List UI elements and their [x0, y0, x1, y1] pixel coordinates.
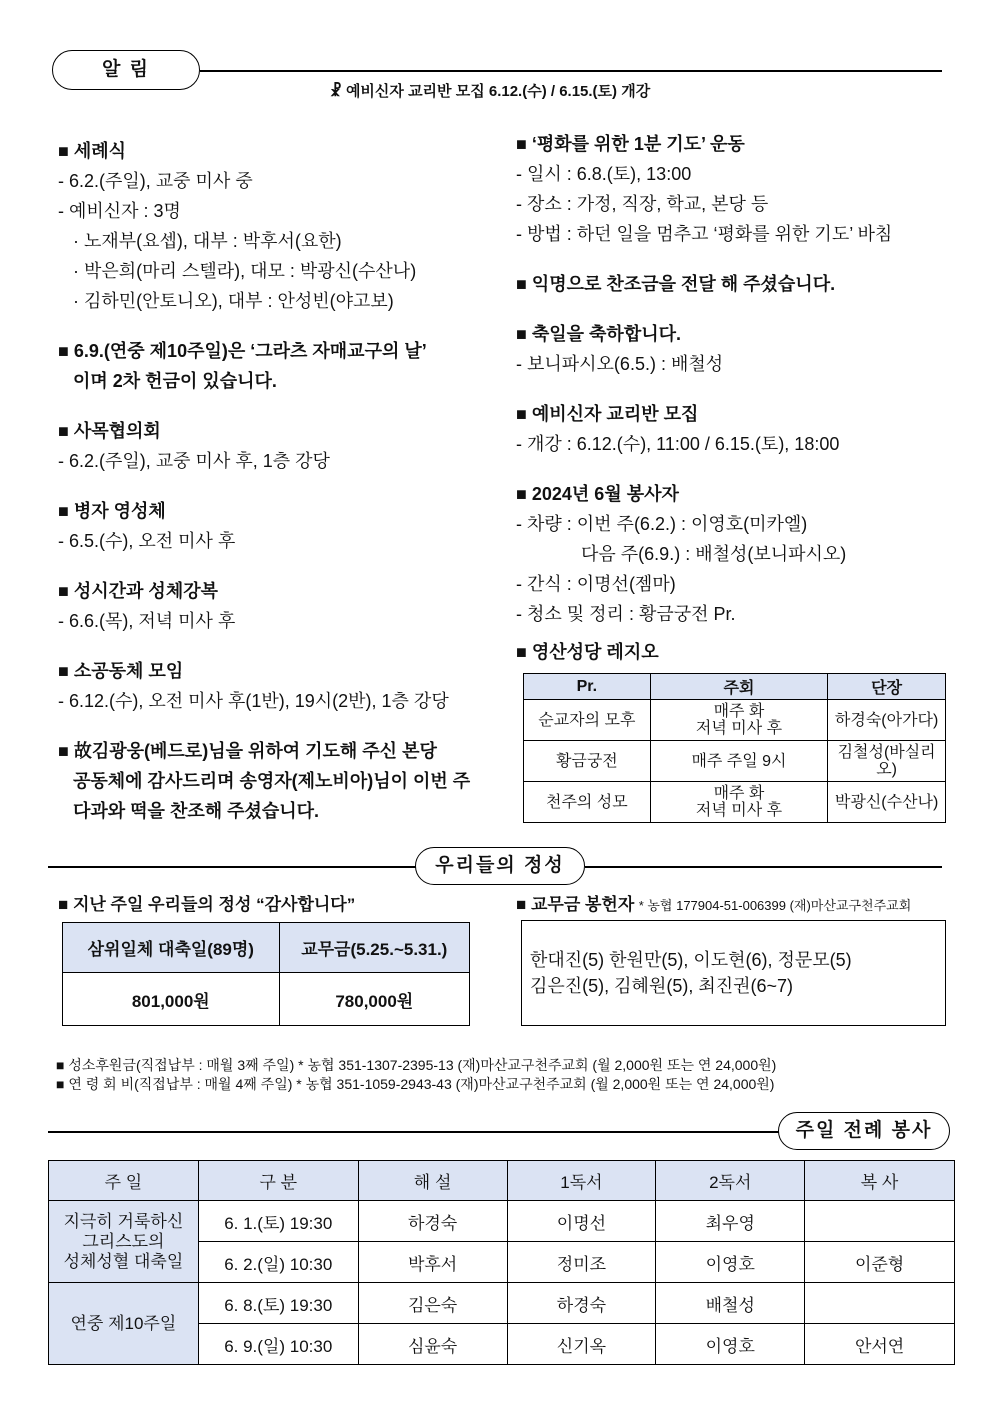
liturgy-header-row — [49, 1161, 955, 1201]
liturgy-sunday: 지극히 거룩하신 그리스도의 성체성혈 대축일 — [49, 1201, 199, 1283]
liturgy-cell: 6. 9.(일) 10:30 — [198, 1324, 358, 1365]
notice-block — [58, 496, 470, 556]
liturgy-header: 1독서 — [507, 1161, 656, 1201]
legio-cell: 천주의 성모 — [524, 782, 651, 823]
notice-heading: ■ 축일을 축하합니다. — [516, 324, 681, 344]
donor-account: * 농협 177904-51-006399 (재)마산교구천주교회 — [638, 898, 912, 913]
notice-heading: ■ 익명으로 찬조금을 전달 해 주셨습니다. — [516, 274, 836, 294]
liturgy-cell — [805, 1201, 955, 1242]
legio-cell: 황금궁전 — [524, 741, 651, 782]
legio-header: Pr. — [524, 674, 651, 700]
account-info — [56, 1056, 776, 1094]
offering-table — [62, 922, 470, 1026]
notice-title: 알 림 — [52, 50, 200, 90]
notice-line: - 6.5.(수), 오전 미사 후 — [58, 531, 236, 551]
divider — [200, 70, 942, 72]
legio-cell: 매주 화 저녁 미사 후 — [650, 782, 828, 823]
notice-line: · 김하민(안토니오), 대부 : 안성빈(야고보) — [58, 291, 394, 311]
divider — [48, 866, 416, 868]
notice-block — [516, 319, 892, 379]
donor-title — [516, 890, 911, 915]
liturgy-sunday: 연중 제10주일 — [49, 1283, 199, 1365]
legio-row — [524, 700, 946, 741]
offering-header: 교무금(5.25.~5.31.) — [279, 923, 469, 973]
donor-box — [521, 920, 946, 1026]
donor-line: 김은진(5), 김혜원(5), 최진권(6~7) — [530, 976, 794, 996]
left-notices — [58, 136, 470, 846]
notice-line: - 청소 및 정리 : 황금궁전 Pr. — [516, 604, 736, 624]
donor-title-text: ■ 교무금 봉헌자 — [516, 895, 635, 914]
notice-line: - 방법 : 하던 일을 멈추고 ‘평화를 위한 기도’ 바침 — [516, 224, 893, 244]
offering-left-title: ■ 지난 주일 우리들의 정성 “감사합니다” — [58, 895, 356, 914]
notice-line: - 6.2.(주일), 교중 미사 후, 1층 강당 — [58, 451, 330, 471]
offering-section-title: 우리들의 정성 — [415, 847, 585, 885]
notice-heading: ■ 故김광웅(베드로)님을 위하여 기도해 주신 본당 — [58, 741, 437, 761]
legio-cell: 박광신(수산나) — [828, 782, 946, 823]
liturgy-cell: 하경숙 — [507, 1283, 656, 1324]
notice-line: 다음 주(6.9.) : 배철성(보니파시오) — [516, 544, 847, 564]
notice-heading: ■ 사목협의회 — [58, 421, 161, 441]
liturgy-cell — [805, 1283, 955, 1324]
notice-line: - 예비신자 : 3명 — [58, 201, 181, 221]
notice-line: - 개강 : 6.12.(수), 11:00 / 6.15.(토), 18:00 — [516, 434, 840, 454]
liturgy-header: 주 일 — [49, 1161, 199, 1201]
liturgy-cell: 6. 8.(토) 19:30 — [198, 1283, 358, 1324]
liturgy-cell: 이준형 — [805, 1242, 955, 1283]
subtitle — [330, 80, 650, 101]
offering-header: 삼위일체 대축일(89명) — [63, 923, 280, 973]
legio-header: 주회 — [650, 674, 828, 700]
notice-line: - 간식 : 이명선(젬마) — [516, 574, 676, 594]
notice-line: · 노재부(요셉), 대부 : 박후서(요한) — [58, 231, 342, 251]
legio-row — [524, 782, 946, 823]
legio-row — [524, 741, 946, 782]
liturgy-header: 구 분 — [198, 1161, 358, 1201]
notice-line: - 6.6.(목), 저녁 미사 후 — [58, 611, 236, 631]
notice-heading: 공동체에 감사드리며 송영자(제노비아)님이 이번 주 — [58, 771, 471, 791]
notice-block — [516, 129, 892, 249]
notice-heading: ■ 6.9.(연중 제10주일)은 ‘그라츠 자매교구의 날’ — [58, 341, 427, 361]
liturgy-cell: 박후서 — [358, 1242, 507, 1283]
liturgy-table — [48, 1160, 955, 1365]
notice-block — [58, 576, 470, 636]
notice-block — [516, 399, 892, 459]
offering-value: 780,000원 — [279, 973, 469, 1026]
liturgy-header: 복 사 — [805, 1161, 955, 1201]
notice-heading: ■ 세례식 — [58, 141, 127, 161]
right-notices — [516, 129, 892, 667]
liturgy-cell: 이영호 — [656, 1324, 805, 1365]
liturgy-cell: 배철성 — [656, 1283, 805, 1324]
legio-table — [523, 673, 946, 823]
notice-line: - 일시 : 6.8.(토), 13:00 — [516, 164, 692, 184]
notice-line: · 박은희(마리 스텔라), 대모 : 박광신(수산나) — [58, 261, 417, 281]
liturgy-cell: 최우영 — [656, 1201, 805, 1242]
notice-heading: 다과와 떡을 찬조해 주셨습니다. — [58, 801, 320, 821]
liturgy-cell: 김은숙 — [358, 1283, 507, 1324]
account-line: ■ 연 령 회 비(직접납부 : 매월 4째 주일) * 농협 351-1059-2943-43 (재)마산교구천주교회 (월 2,000원 또는 연 24,000원) — [56, 1076, 775, 1092]
chi-rho-icon: ☧ — [330, 83, 342, 100]
subtitle-text: 예비신자 교리반 모집 6.12.(수) / 6.15.(토) 개강 — [345, 83, 651, 100]
liturgy-row — [49, 1201, 955, 1242]
liturgy-header: 해 설 — [358, 1161, 507, 1201]
notice-heading: ■ 성시간과 성체강복 — [58, 581, 218, 601]
notice-line: - 6.2.(주일), 교중 미사 중 — [58, 171, 253, 191]
notice-heading: 이며 2차 헌금이 있습니다. — [58, 371, 277, 391]
notice-block — [516, 637, 892, 667]
legio-header: 단장 — [828, 674, 946, 700]
divider — [48, 1131, 780, 1133]
legio-cell: 김철성(바실리오) — [828, 741, 946, 782]
divider — [585, 866, 942, 868]
legio-cell: 매주 주일 9시 — [650, 741, 828, 782]
liturgy-cell: 안서연 — [805, 1324, 955, 1365]
notice-line: - 보니파시오(6.5.) : 배철성 — [516, 354, 724, 374]
notice-line: - 장소 : 가정, 직장, 학교, 본당 등 — [516, 194, 769, 214]
notice-heading: ■ 예비신자 교리반 모집 — [516, 404, 699, 424]
donor-line: 한대진(5) 한원만(5), 이도현(6), 정문모(5) — [530, 950, 852, 970]
notice-heading: ■ 영산성당 레지오 — [516, 642, 659, 662]
liturgy-section-title: 주일 전례 봉사 — [778, 1112, 950, 1150]
notice-block — [516, 479, 892, 629]
liturgy-cell: 신기옥 — [507, 1324, 656, 1365]
notice-block — [58, 736, 470, 826]
notice-line: - 6.12.(수), 오전 미사 후(1반), 19시(2반), 1층 강당 — [58, 691, 449, 711]
notice-heading: ■ ‘평화를 위한 1분 기도’ 운동 — [516, 134, 745, 154]
legio-header-row — [524, 674, 946, 700]
liturgy-cell: 6. 2.(일) 10:30 — [198, 1242, 358, 1283]
notice-heading: ■ 소공동체 모임 — [58, 661, 184, 681]
liturgy-cell: 6. 1.(토) 19:30 — [198, 1201, 358, 1242]
liturgy-cell: 이명선 — [507, 1201, 656, 1242]
liturgy-cell: 심윤숙 — [358, 1324, 507, 1365]
account-line: ■ 성소후원금(직접납부 : 매월 3째 주일) * 농협 351-1307-2395-13 (재)마산교구천주교회 (월 2,000원 또는 연 24,000원) — [56, 1057, 777, 1073]
liturgy-header: 2독서 — [656, 1161, 805, 1201]
liturgy-cell: 정미조 — [507, 1242, 656, 1283]
notice-block — [58, 336, 470, 396]
liturgy-cell: 하경숙 — [358, 1201, 507, 1242]
notice-block — [516, 269, 892, 299]
liturgy-cell: 이영호 — [656, 1242, 805, 1283]
notice-heading: ■ 2024년 6월 봉사자 — [516, 484, 679, 504]
legio-cell: 매주 화 저녁 미사 후 — [650, 700, 828, 741]
notice-heading: ■ 병자 영성체 — [58, 501, 166, 521]
notice-block — [58, 656, 470, 716]
liturgy-row — [49, 1283, 955, 1324]
legio-cell: 하경숙(아가다) — [828, 700, 946, 741]
offering-value: 801,000원 — [63, 973, 280, 1026]
notice-block — [58, 416, 470, 476]
notice-line: - 차량 : 이번 주(6.2.) : 이영호(미카엘) — [516, 514, 808, 534]
notice-block — [58, 136, 470, 316]
legio-cell: 순교자의 모후 — [524, 700, 651, 741]
